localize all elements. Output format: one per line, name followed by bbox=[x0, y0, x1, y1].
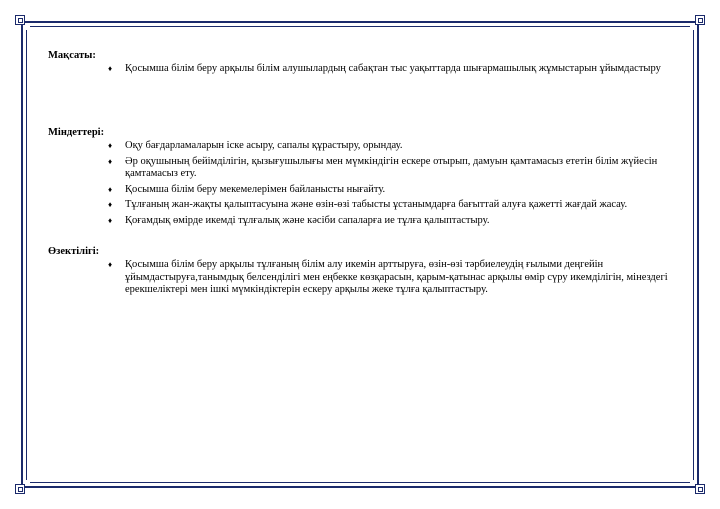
frame-bottom-inner bbox=[30, 482, 690, 483]
frame-bottom-outer bbox=[24, 486, 696, 488]
goal-list bbox=[108, 63, 678, 79]
list-item bbox=[108, 259, 678, 297]
corner-bottom-left-ornament bbox=[15, 484, 25, 494]
diamond-bullet-icon: ♦ bbox=[108, 141, 113, 150]
diamond-bullet-icon: ♦ bbox=[108, 184, 113, 194]
list-item bbox=[108, 63, 678, 76]
frame-top-inner bbox=[30, 26, 690, 27]
list-item bbox=[108, 215, 678, 228]
corner-top-left-ornament bbox=[15, 15, 25, 25]
list-item bbox=[108, 140, 678, 153]
diamond-bullet-icon: ♦ bbox=[108, 156, 113, 166]
list-item-text: Тұлғаның жан-жақты қалыптасуына және өзін-өзі табысты ұстанымдарға бағыттай алуға қажетті жағдай жасау. bbox=[125, 199, 628, 210]
list-item-text: Қосымша білім беру арқылы тұлғаның білім алу икемін арттыруға, өзін-өзі тәрбиелеудің ғылыми деңгейін ұйымдастыруға,танымдық белсенділігі мен еңбекке көзқарасын, қарым-қатынас арқылы өмір сүру икемділігін, мінездегі ерекшеліктері мен ішкі мүмкіндіктерін ескеру арқылы жеке тұлға қалыптастыру. bbox=[125, 259, 668, 295]
corner-top-right-ornament bbox=[695, 15, 705, 25]
diamond-bullet-icon: ♦ bbox=[108, 200, 113, 209]
list-item-text: Оқу бағдарламаларын іске асыру, сапалы құрастыру, орындау. bbox=[125, 140, 403, 151]
relevance-list bbox=[108, 259, 678, 300]
section-title-relevance: Өзектілігі: bbox=[48, 246, 100, 257]
diamond-bullet-icon: ♦ bbox=[108, 215, 113, 225]
list-item-text: Қоғамдық өмірде икемді тұлғалық және кәсіби сапаларға ие тұлға қалыптастыру. bbox=[125, 214, 490, 226]
frame-top-outer bbox=[24, 21, 696, 23]
frame-left-inner bbox=[26, 30, 27, 480]
diamond-bullet-icon: ♦ bbox=[108, 64, 113, 73]
section-title-goal: Мақсаты: bbox=[48, 50, 96, 61]
list-item-text: Әр оқушының бейімділігін, қызығушылығы мен мүмкіндігін ескере отырып, дамуын қамтамасыз ететін білім жүйесін қамтамасыз ету. bbox=[125, 155, 658, 179]
frame-left-outer bbox=[21, 24, 23, 486]
list-item bbox=[108, 184, 678, 197]
list-item-text: Қосымша білім беру мекемелерімен байланысты нығайту. bbox=[125, 183, 386, 195]
frame-right-outer bbox=[697, 24, 699, 486]
section-title-tasks: Міндеттері: bbox=[48, 127, 105, 138]
frame-right-inner bbox=[693, 30, 694, 480]
corner-bottom-right-ornament bbox=[695, 484, 705, 494]
diamond-bullet-icon: ♦ bbox=[108, 260, 113, 269]
list-item bbox=[108, 156, 678, 181]
tasks-list bbox=[108, 140, 678, 230]
list-item-text: Қосымша білім беру арқылы білім алушылардың сабақтан тыс уақыттарда шығармашылық жұмыстарын ұйымдастыру bbox=[125, 63, 661, 74]
list-item bbox=[108, 199, 678, 212]
